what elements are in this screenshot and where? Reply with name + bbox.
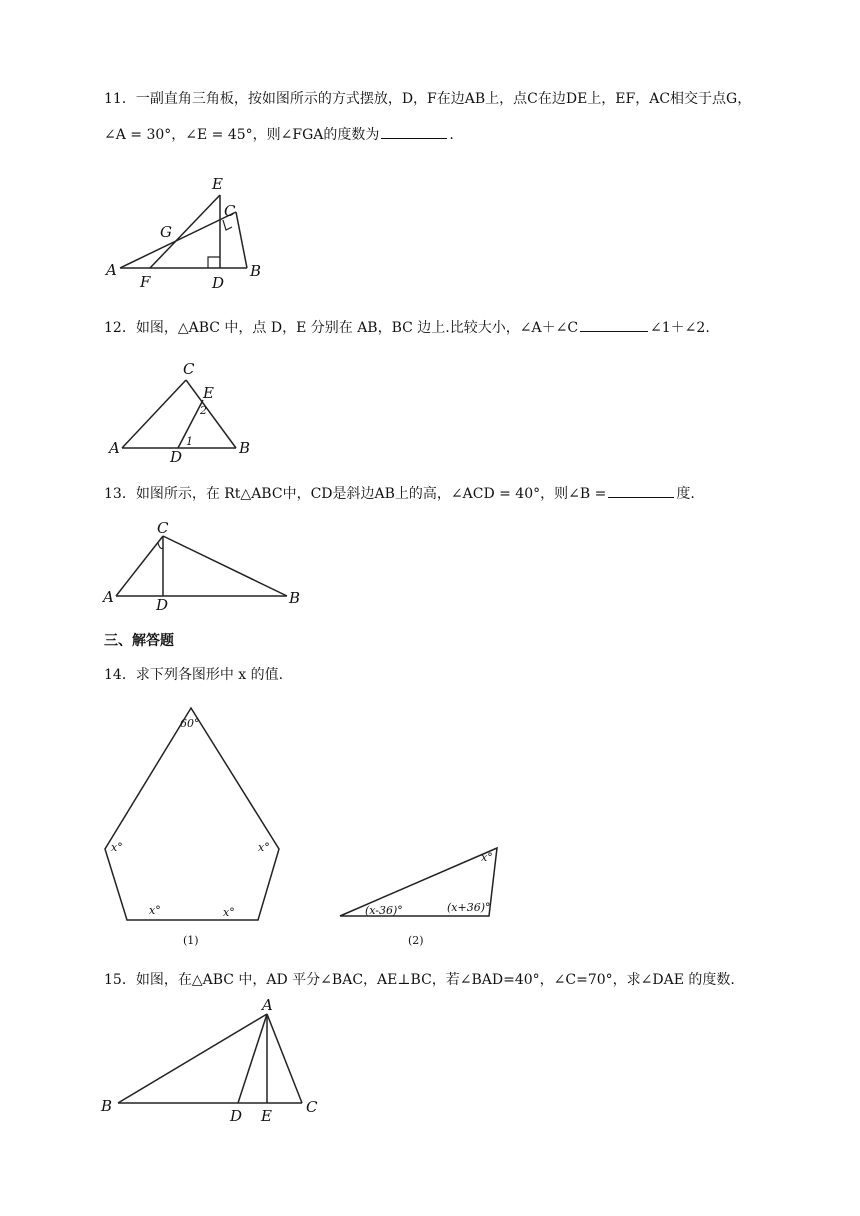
q13-label-c: C (157, 519, 169, 537)
q11-text-end: . (449, 127, 454, 143)
q15-label-b: B (101, 1097, 113, 1115)
q12-label-b: B (239, 439, 251, 457)
q14-fig2-label-left: (x-36)° (365, 904, 403, 917)
q14-fig2-caption: (2) (408, 934, 424, 947)
q11-label-d: D (212, 274, 225, 292)
q12-label-c: C (183, 360, 195, 378)
q14-fig2-label-right: (x+36)° (447, 901, 491, 914)
q11-label-g: G (160, 223, 172, 241)
q12-label-angle-1: 1 (186, 435, 193, 448)
q14-fig1-label-bottom-right: x° (223, 906, 235, 919)
q14-fig1-caption: (1) (183, 934, 199, 947)
q12-label-d: D (170, 448, 183, 466)
q13-label-a: A (103, 588, 114, 606)
q15-label-d: D (230, 1107, 243, 1125)
q15-label-c: C (306, 1098, 318, 1116)
section-heading: 三、解答题 (104, 633, 174, 649)
q14-fig2-label-top: x° (481, 851, 493, 864)
q15-segment-ac (267, 1014, 302, 1103)
q12-label-angle-2: 2 (200, 404, 207, 417)
q12-text-b: ∠1＋∠2. (650, 320, 710, 336)
q11-label-c: C (224, 202, 236, 220)
q12-text-a: 12．如图，△ABC 中，点 D，E 分别在 AB，BC 边上.比较大小，∠A＋∠C (104, 320, 579, 336)
q13-label-b: B (289, 589, 301, 607)
q13-text-a: 13．如图所示，在 Rt△ABC中，CD是斜边AB上的高，∠ACD = 40°，则∠B = (104, 486, 607, 502)
q13-label-d: D (156, 596, 169, 614)
q15-segment-ab (118, 1014, 267, 1103)
q15-text-line: 15．如图，在△ABC 中，AD 平分∠BAC，AE⊥BC，若∠BAD=40°，∠C=70°，求∠DAE 的度数. (104, 972, 735, 988)
q15-label-e: E (261, 1107, 272, 1125)
q11-label-f: F (140, 273, 151, 291)
q11-label-a: A (106, 261, 117, 279)
q11-text-a: 11．一副直角三角板，按如图所示的方式摆放，D，F在边AB上，点C在边DE上，EF，AC相交于点G， (104, 91, 752, 107)
q12-label-a: A (109, 439, 120, 457)
q14-fig1-label-top: 60° (180, 717, 200, 730)
q14-fig1-label-bottom-left: x° (149, 904, 161, 917)
q11-text-b: ∠A = 30°，∠E = 45°，则∠FGA的度数为 (104, 127, 380, 143)
q15-segment-ad (238, 1014, 267, 1103)
q11-label-b: B (250, 262, 262, 280)
q14-fig1-label-left: x° (111, 841, 123, 854)
q14-fig1-label-right: x° (258, 841, 270, 854)
q12-label-e: E (203, 384, 214, 402)
q11-label-e: E (212, 175, 223, 193)
q15-label-a: A (262, 996, 273, 1014)
q13-text-b: 度. (676, 486, 695, 502)
q14-text-line: 14．求下列各图形中 x 的值. (104, 667, 284, 683)
